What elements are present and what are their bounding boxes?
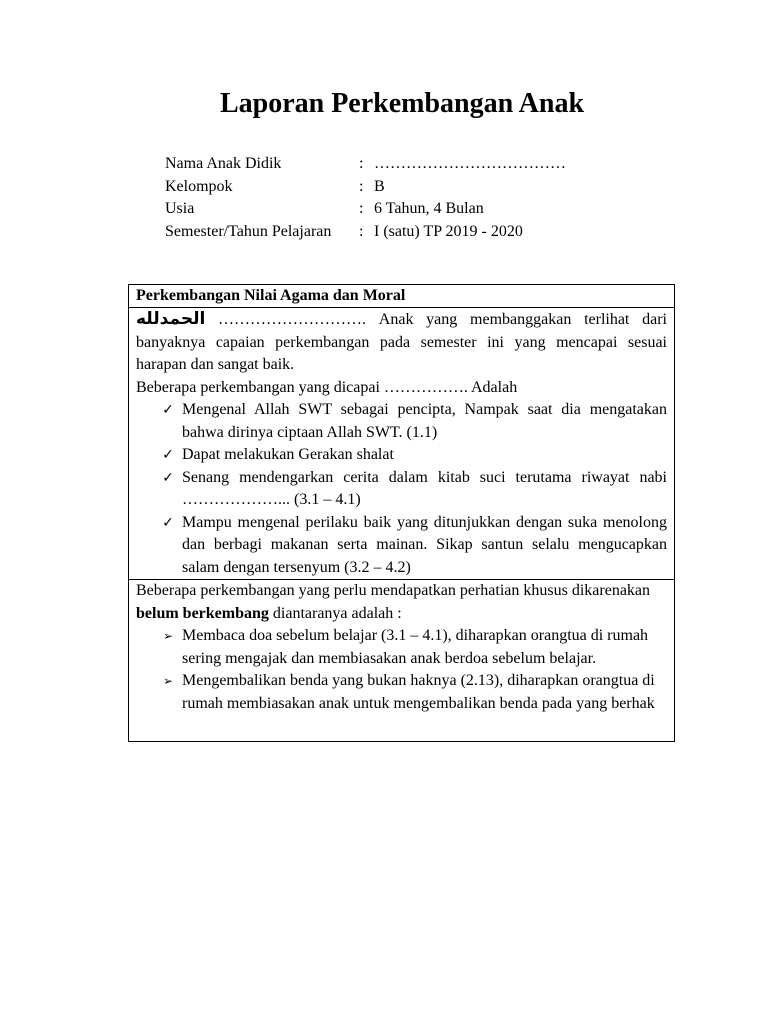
attention-intro-text: Beberapa perkembangan yang perlu mendapatkan perhatian khusus dikarenakan bbox=[136, 582, 651, 599]
list-item-text: Mengenal Allah SWT sebagai pencipta, Nampak saat dia mengatakan bahwa dirinya ciptaan Allah SWT. (1.1) bbox=[182, 401, 667, 441]
check-icon: ✓ bbox=[162, 514, 174, 531]
list-item-text: Mampu mengenal perilaku baik yang ditunjukkan dengan suka menolong dan berbagi makanan serta mainan. Sikap santun selalu mengucapkan salam dengan tersenyum (3.2 – 4.2) bbox=[182, 513, 667, 576]
info-colon: : bbox=[359, 222, 364, 240]
info-row-semester bbox=[165, 221, 566, 244]
list-item bbox=[162, 467, 667, 512]
info-row-group bbox=[165, 176, 566, 199]
check-icon: ✓ bbox=[162, 447, 174, 463]
achievements-section bbox=[129, 308, 674, 580]
info-value: I (satu) TP 2019 - 2020 bbox=[374, 222, 523, 240]
list-item-text: Membaca doa sebelum belajar (3.1 – 4.1), diharapkan orangtua di rumah sering mengajak dan membiasakan anak berdoa sebelum belajar. bbox=[182, 627, 649, 667]
info-label: Nama Anak Didik bbox=[165, 155, 282, 172]
section-heading: Perkembangan Nilai Agama dan Moral bbox=[129, 285, 674, 308]
list-item bbox=[162, 670, 667, 715]
list-item bbox=[162, 625, 667, 670]
attention-intro-text: diantaranya adalah : bbox=[268, 604, 402, 622]
page-title: Laporan Perkembangan Anak bbox=[219, 88, 585, 119]
info-colon: : bbox=[359, 155, 364, 172]
list-item bbox=[162, 512, 667, 580]
info-label: Usia bbox=[165, 200, 195, 217]
info-label: Kelompok bbox=[165, 177, 233, 195]
attention-intro-emphasis: belum berkembang bbox=[136, 604, 269, 622]
info-value: B bbox=[374, 177, 385, 195]
info-colon: : bbox=[359, 177, 364, 195]
info-row-name bbox=[165, 153, 566, 176]
info-colon: : bbox=[359, 200, 364, 217]
achieved-intro: Beberapa perkembangan yang dicapai ……………. Adalah bbox=[136, 378, 518, 396]
info-value: ……………………………… bbox=[374, 155, 566, 172]
attention-list bbox=[136, 625, 667, 715]
check-icon: ✓ bbox=[162, 402, 174, 418]
list-item bbox=[162, 444, 667, 467]
development-report-box bbox=[128, 284, 675, 742]
student-info-table bbox=[165, 153, 566, 243]
arrow-icon: ➢ bbox=[162, 629, 174, 643]
list-item-text: Dapat melakukan Gerakan shalat bbox=[182, 446, 394, 463]
list-item-text: Mengembalikan benda yang bukan haknya (2.13), diharapkan orangtua di rumah membiasakan anak untuk mengembalikan benda pada yang berhak bbox=[182, 672, 655, 712]
achieved-list bbox=[136, 399, 667, 579]
check-icon: ✓ bbox=[162, 469, 174, 486]
list-item bbox=[162, 399, 667, 444]
info-value: 6 Tahun, 4 Bulan bbox=[374, 200, 484, 217]
arrow-icon: ➢ bbox=[162, 674, 174, 688]
info-label: Semester/Tahun Pelajaran bbox=[165, 222, 332, 240]
intro-paragraph bbox=[136, 308, 667, 377]
intro-text: ………………………. Anak yang membanggakan terlihat dari banyaknya capaian perkembangan pada semester ini yang mencapai sesuai harapan dan sangat baik. bbox=[136, 311, 667, 373]
attention-section bbox=[129, 580, 674, 741]
attention-intro bbox=[136, 580, 667, 625]
arabic-phrase: الحمدلله bbox=[136, 309, 206, 329]
info-row-age bbox=[165, 198, 566, 221]
list-item-text: Senang mendengarkan cerita dalam kitab suci terutama riwayat nabi ………………... (3.1 – 4.1) bbox=[182, 468, 667, 508]
